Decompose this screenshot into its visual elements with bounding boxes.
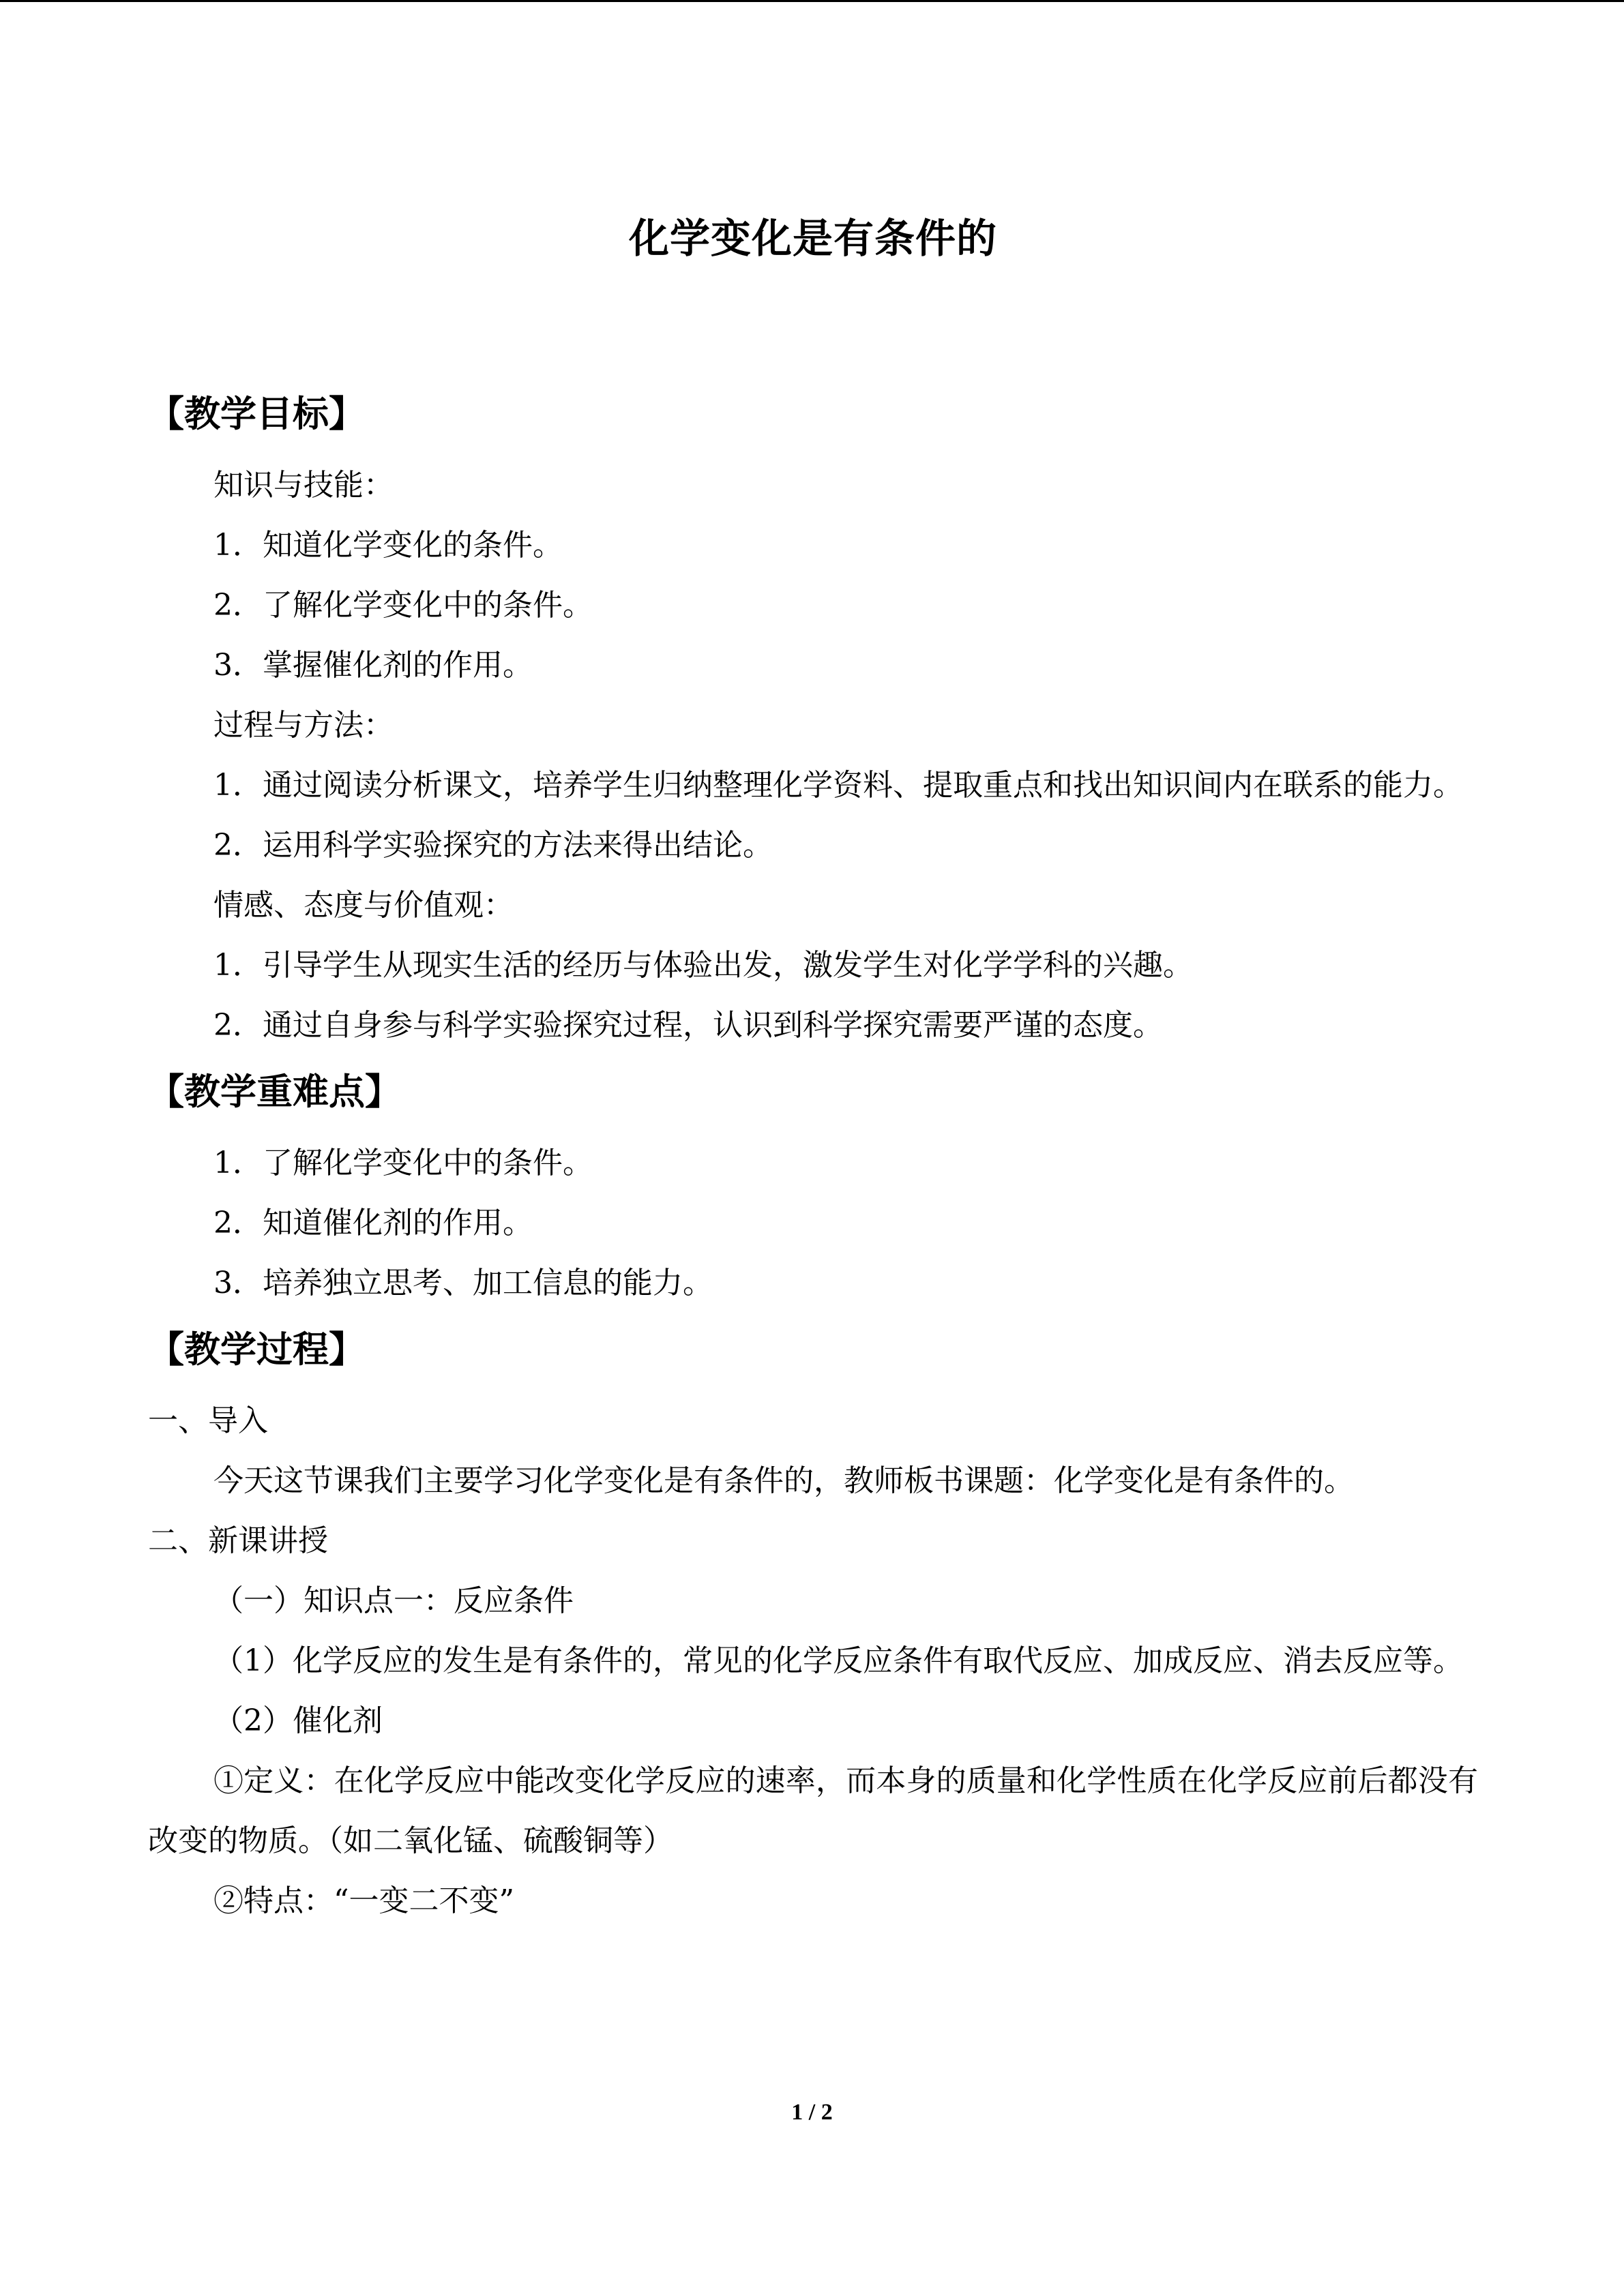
objective-line: 过程与方法： <box>213 708 394 743</box>
process-item-1: （1）化学反应的发生是有条件的，常见的化学反应条件有取代反应、加成反应、消去反应等。 <box>213 1643 1463 1678</box>
process-point-one: （一）知识点一：反应条件 <box>213 1583 574 1618</box>
document-body <box>148 387 1478 1931</box>
key-point-line: 3．培养独立思考、加工信息的能力。 <box>213 1266 713 1300</box>
process-definition: ①定义：在化学反应中能改变化学反应的速率，而本身的质量和化学性质在化学反应前后都没有改变的物质。（如二氧化锰、硫酸铜等） <box>148 1763 1478 1858</box>
document-title: 化学变化是有条件的 <box>628 215 997 262</box>
objective-line: 1．通过阅读分析课文，培养学生归纳整理化学资料、提取重点和找出知识间内在联系的能力。 <box>213 768 1463 803</box>
process-feature: ②特点：“一变二不变” <box>213 1883 514 1918</box>
process-intro-text: 今天这节课我们主要学习化学变化是有条件的，教师板书课题：化学变化是有条件的。 <box>213 1463 1354 1498</box>
process-intro-label: 一、导入 <box>148 1403 268 1438</box>
top-border-line <box>0 0 1624 2</box>
section-heading-key-points: 【教学重难点】 <box>148 1071 401 1113</box>
objective-line: 2．了解化学变化中的条件。 <box>213 588 593 623</box>
process-item-2: （2）催化剂 <box>213 1703 383 1738</box>
objective-line: 3．掌握催化剂的作用。 <box>213 648 533 683</box>
objective-line: 1．知道化学变化的条件。 <box>213 528 563 563</box>
page-number: 1 / 2 <box>791 2100 833 2125</box>
process-new-lesson-label: 二、新课讲授 <box>148 1523 328 1558</box>
objective-line: 情感、态度与价值观： <box>213 888 514 923</box>
objective-line: 2．通过自身参与科学实验探究过程，认识到科学探究需要严谨的态度。 <box>213 1008 1163 1043</box>
section-heading-objectives: 【教学目标】 <box>148 393 365 435</box>
key-point-line: 2．知道催化剂的作用。 <box>213 1206 533 1240</box>
key-point-line: 1．了解化学变化中的条件。 <box>213 1146 593 1180</box>
objective-line: 1．引导学生从现实生活的经历与体验出发，激发学生对化学学科的兴趣。 <box>213 948 1193 983</box>
objective-line: 2．运用科学实验探究的方法来得出结论。 <box>213 828 773 863</box>
section-heading-process: 【教学过程】 <box>148 1329 365 1371</box>
objective-line: 知识与技能： <box>213 468 394 503</box>
